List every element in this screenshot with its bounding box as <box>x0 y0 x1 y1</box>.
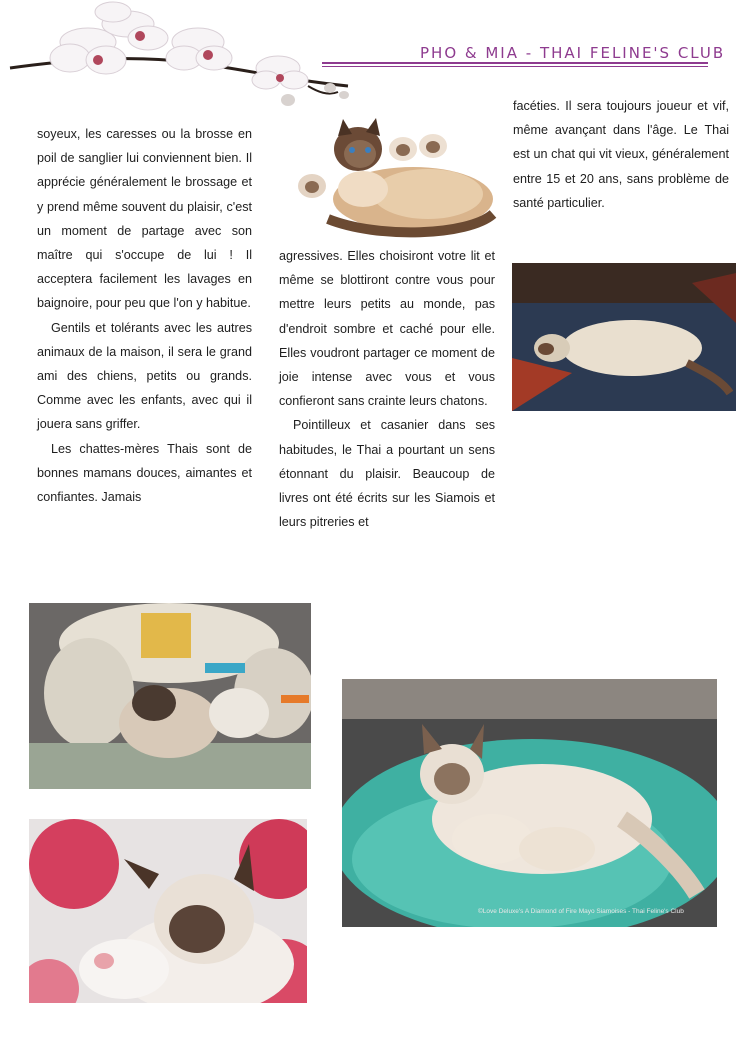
cat-with-kitten-photo <box>29 819 307 1003</box>
paragraph: facéties. Il sera toujours joueur et vif, même avançant dans l'âge. Le Thai est un chat qui vit vieux, généralement entre 15 et 20 ans, sans problème de santé particulier. <box>513 99 729 210</box>
siamese-family-illustration <box>288 114 500 240</box>
orchid-decoration <box>8 0 378 115</box>
paragraph: soyeux, les caresses ou la brosse en poil de sanglier lui conviennent bien. Il apprécie généralement le brossage et y prend même souvent du plaisir, c'est un moment de partage avec son maître qui s'occupe de lui ! Il acceptera facilement les lavages en baignoire, pour peu que l'on y habitue. <box>37 127 252 311</box>
article-column-2 <box>279 244 495 534</box>
header-rule-thin <box>322 66 708 67</box>
kittens-sleeping-photo <box>29 603 311 789</box>
paragraph: Pointilleux et casanier dans ses habitudes, le Thai a pourtant un sens étonnant du plaisir. Beaucoup de livres ont été écrits sur les Siamois et leurs pitreries et <box>279 418 495 530</box>
paragraph: Les chattes-mères Thais sont de bonnes mamans douces, aimantes et confiantes. Jamais <box>37 441 252 505</box>
cat-nursing-kittens-photo <box>342 679 717 927</box>
page-header-title: PHO & MIA - THAI FELINE'S CLUB <box>420 44 726 62</box>
paragraph: Gentils et tolérants avec les autres animaux de la maison, il sera le grand ami des chiens, petits ou grands. Comme avec les enfants, avec qui il jouera sans griffer. <box>37 320 252 432</box>
cat-lying-photo <box>512 263 736 411</box>
photo-caption: ©Love Deluxe's A Diamond of Fire Mayo Siamoises - Thai Feline's Club <box>478 908 684 915</box>
article-column-3 <box>513 94 729 215</box>
paragraph: agressives. Elles choisiront votre lit et même se blottiront contre vous pour mettre leurs petits au monde, pas d'endroit sombre et caché pour elle. Elles voudront partager ce moment de joie intense avec vous et vous confieront sans crainte leurs chatons. <box>279 249 495 409</box>
header-rule <box>322 62 708 64</box>
article-column-1 <box>37 122 252 509</box>
